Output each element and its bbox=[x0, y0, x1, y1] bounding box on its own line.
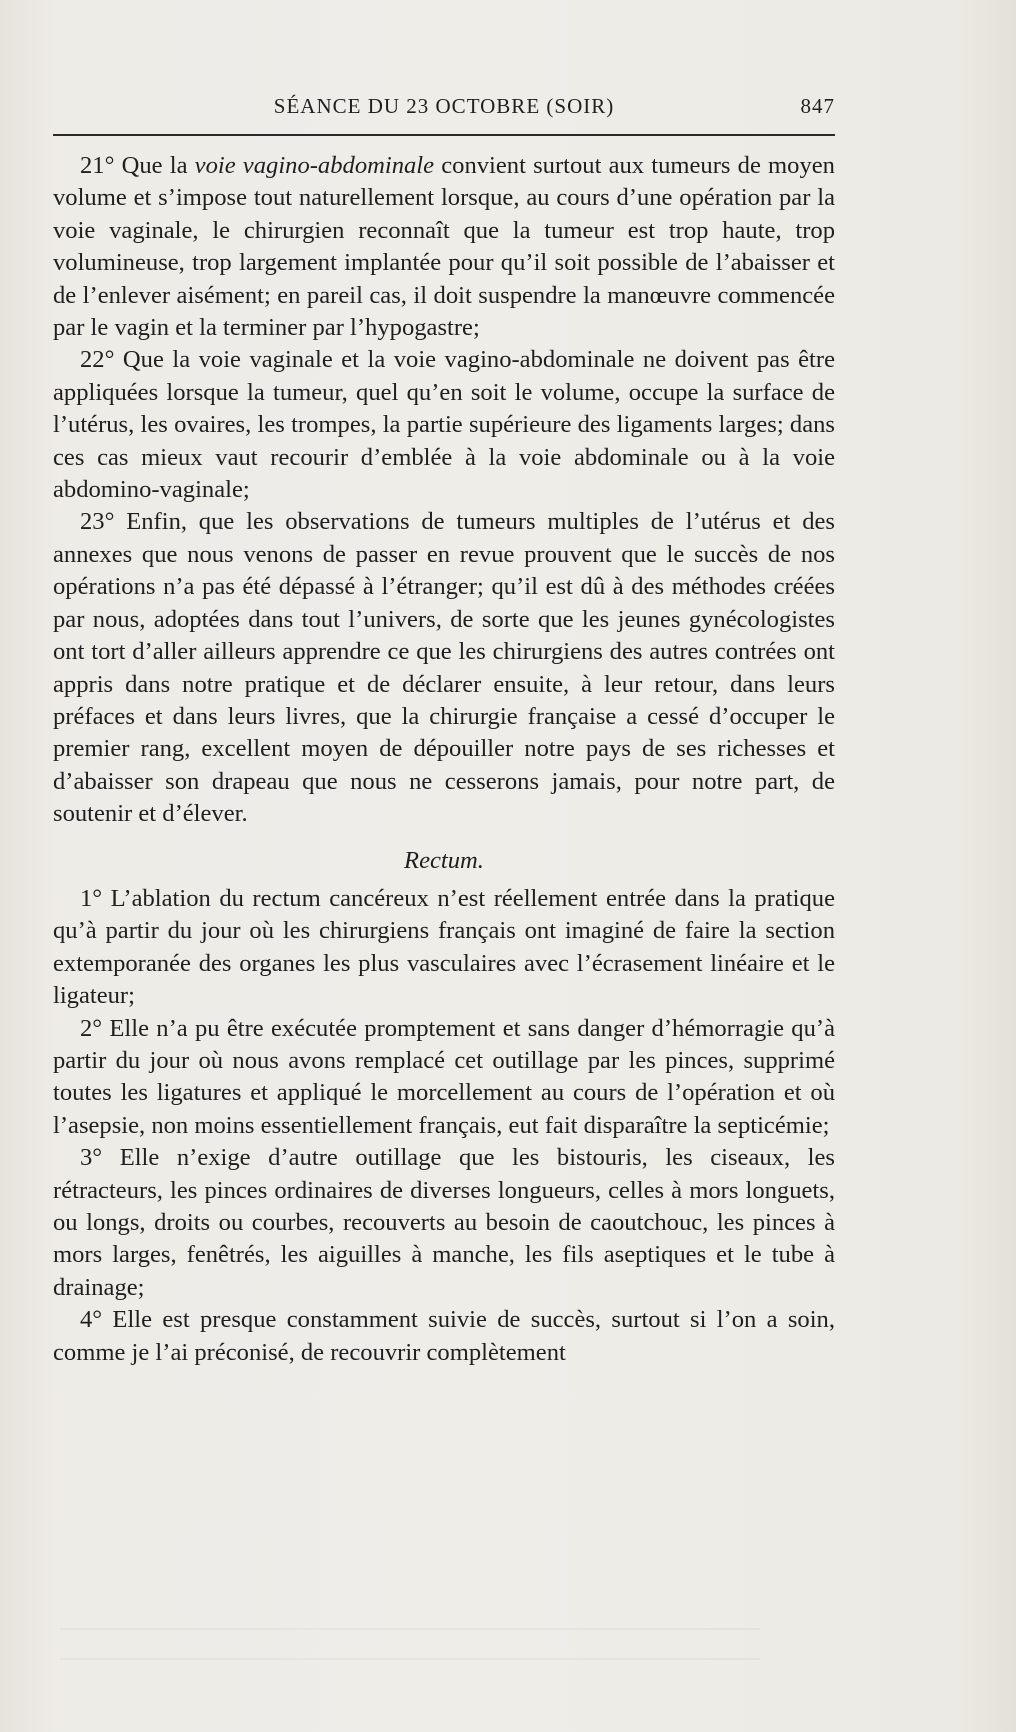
rectum-paragraph-2: 2° Elle n’a pu être exécutée promptement et sans danger d’hémorragie qu’à partir du jour où nous avons remplacé cet outillage par les pinces, supprimé toutes les ligatures et appliqué le morcellement au cours de l’opération et où l’asepsie, non moins essentiellement français, eut fait disparaître la septicémie; bbox=[53, 1014, 835, 1139]
page-body bbox=[53, 150, 835, 1369]
page-number: 847 bbox=[800, 94, 835, 118]
paragraph-21 bbox=[53, 150, 835, 344]
header-title: SÉANCE DU 23 OCTOBRE (SOIR) bbox=[273, 94, 615, 118]
rectum-paragraph-3: 3° Elle n’exige d’autre outillage que les bistouris, les ciseaux, les rétracteurs, les pinces ordinaires de diverses longueurs, celles à mors longuets, ou longs, droits ou courbes, recouverts au besoin de caoutchouc, les pinces à mors larges, fenêtrés, les aiguilles à manche, les fils aseptiques et le tube à drainage; bbox=[53, 1144, 835, 1301]
rectum-paragraph-1: 1° L’ablation du rectum cancéreux n’est réellement entrée dans la pratique qu’à partir du jour où les chirurgiens français ont imaginé de faire la section extemporanée des organes les plus vasculaires avec l’écrasement linéaire et le ligateur; bbox=[53, 884, 835, 1010]
paragraph-23: 23° Enfin, que les observations de tumeurs multiples de l’utérus et des annexes que nous venons de passer en revue prouvent que le succès de nos opérations n’a pas été dépassé à l’étranger; qu’il est dû à des méthodes créées par nous, adoptées dans tout l’univers, de sorte que les jeunes gynécologistes ont tort d’aller ailleurs apprendre ce que les chirurgiens des autres contrées ont appris dans notre pratique et de déclarer ensuite, à leur retour, dans leurs préfaces et dans leurs livres, que la chirurgie française a cessé d’occuper le premier rang, excellent moyen de dépouiller notre pays de ses richesses et d’abaisser son drapeau que nous ne cesserons jamais, pour notre part, de soutenir et d’élever. bbox=[53, 508, 835, 828]
paragraph-21-number: 21° bbox=[80, 152, 115, 179]
paragraph-21-before: Que la bbox=[114, 152, 195, 179]
section-title-rectum: Rectum. bbox=[404, 846, 484, 874]
bleed-through-texture bbox=[60, 1600, 760, 1660]
rectum-paragraph-4: 4° Elle est presque constamment suivie de succès, surtout si l’on a soin, comme je l’ai préconisé, de recouvrir complètement bbox=[53, 1306, 835, 1366]
paragraph-22: 22° Que la voie vaginale et la voie vagino-abdominale ne doivent pas être appliquées lorsque la tumeur, quel qu’en soit le volume, occupe la surface de l’utérus, les ovaires, les trompes, la partie supérieure des ligaments larges; dans ces cas mieux vaut recourir d’emblée à la voie abdominale ou à la voie abdomino-vaginale; bbox=[53, 346, 835, 504]
paragraph-21-after: convient surtout aux tumeurs de moyen volume et s’impose tout naturellement lorsque, au cours d’une opération par la voie vaginale, le chirurgien reconnaît que la tumeur est trop haute, trop volumineuse, trop largement implantée pour qu’il soit possible de l’abaisser et de l’enlever aisément; en pareil cas, il doit suspendre la manœuvre commencée par le vagin et la terminer par l’hypogastre; bbox=[53, 152, 835, 342]
paragraph-21-italic: voie vagino-abdominale bbox=[194, 152, 435, 179]
header-rule bbox=[53, 134, 835, 136]
running-header bbox=[53, 92, 835, 124]
